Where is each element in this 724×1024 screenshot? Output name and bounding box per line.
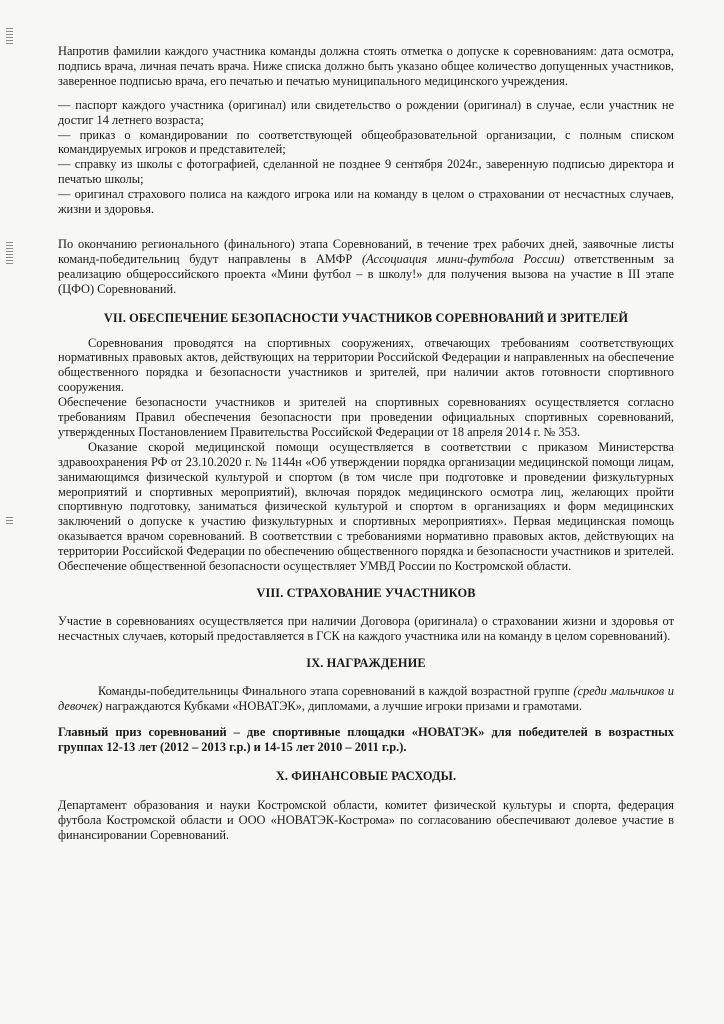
binding-marks-middle (6, 240, 20, 266)
binding-marks-top (6, 26, 20, 46)
regional-stage-text-a: По окончанию регионального (финального) этапа Соревнований, в течение трех рабочих дней, заявочные листы команд-победительниц будут направлены в АМФР (58, 236, 674, 266)
regional-stage-paragraph (58, 237, 674, 297)
section-7-paragraph-2: Обеспечение безопасности участников и зрителей на спортивных соревнованиях осуществляется согласно требованиям Правил обеспечения безопасности при проведении официальных спортивных соревнований, утвержденных Постановлением Правительства Российской Федерации от 18 апреля 2014 г. № 353. (58, 395, 674, 439)
list-item: — справку из школы с фотографией, сделанной не позднее 9 сентября 2024г., заверенную подписью директора и печатью школы; (58, 157, 674, 187)
amfr-expansion: (Ассоциация мини-футбола России) (361, 251, 565, 266)
section-9-heading: IX. НАГРАЖДЕНИЕ (306, 655, 426, 670)
section-7-paragraph-1: Соревнования проводятся на спортивных сооружениях, отвечающих требованиям соответствующих нормативных правовых актов, действующих на территории Российской Федерации и направленных на обеспечение общественного порядка и безопасности участников и зрителей, при наличии актов готовности спортивного сооружения. (58, 335, 674, 395)
section-10-paragraph: Департамент образования и науки Костромской области, комитет физической культуры и спорта, федерация футбола Костромской области и ООО «НОВАТЭК-Кострома» по согласованию обеспечивают долевое участие в финансировании Соревнований. (58, 798, 674, 842)
section-8-heading: VIII. СТРАХОВАНИЕ УЧАСТНИКОВ (256, 586, 476, 600)
binding-marks-lower (6, 515, 20, 526)
section-10-heading: X. ФИНАНСОВЫЕ РАСХОДЫ. (275, 769, 457, 784)
section-7-paragraph-3: Оказание скорой медицинской помощи осуществляется в соответствии с приказом Министерства здравоохранения РФ от 23.10.2020 г. № 1144н «Об утверждении порядка организации медицинской помощи лицам, занимающимся физической культурой и спортом (в том числе при подготовке и проведении физкультурных мероприятий и спортивных мероприятий), включая порядок медицинского осмотра лиц, желающих пройти спортивную подготовку, заниматься физической культурой и спортом в организациях и форм медицинских заключений о допуске к участию физкультурных и спортивных мероприятиях». Первая медицинская помощь оказывается врачом соревнований. В соответствии с требованиями нормативно правовых актов, действующих на территории Российской Федерации по обеспечению общественного порядка и безопасности участников и зрителей. Обеспечение общественной безопасности осуществляет УМВД России по Костромской области. (58, 439, 674, 574)
list-item: — паспорт каждого участника (оригинал) или свидетельство о рождении (оригинал) в случае, если участник не достиг 14 летнего возраста; (58, 97, 674, 127)
section-9-paragraph-1 (58, 684, 674, 714)
intro-paragraph: Напротив фамилии каждого участника команды должна стоять отметка о допуске к соревнованиям: дата осмотра, подпись врача, личная печать врача. Ниже списка должно быть указано общее количество допущенных участников, заверенное подписью врача, его печатью и печатью муниципального медицинского учреждения. (58, 44, 674, 88)
list-item: — приказ о командировании по соответствующей общеобразовательной организации, с полным списком командируемых игроков и представителей; (58, 127, 674, 157)
section-7-heading: VII. ОБЕСПЕЧЕНИЕ БЕЗОПАСНОСТИ УЧАСТНИКОВ СОРЕВНОВАНИЙ И ЗРИТЕЛЕЙ (103, 310, 629, 325)
awards-groups: (среди мальчиков и девочек) (58, 683, 674, 713)
section-8-paragraph: Участие в соревнованиях осуществляется при наличии Договора (оригинала) о страховании жизни и здоровья от несчастных случаев, который предоставляется в ГСК на каждого участника или на команду в целом соревнований). (58, 613, 674, 643)
awards-text-a: Команды-победительницы Финального этапа соревнований в каждой возрастной группе (98, 683, 574, 698)
main-prize-paragraph: Главный приз соревнований – две спортивные площадки «НОВАТЭК» для победителей в возрастных группах 12-13 лет (2012 – 2013 г.р.) и 14-15 лет 2010 – 2011 г.р.). (58, 725, 674, 755)
document-page (58, 44, 674, 843)
list-item: — оригинал страхового полиса на каждого игрока или на команду в целом о страховании от несчастных случаев, жизни и здоровья. (58, 187, 674, 217)
regional-stage-text-b: ответственным за реализацию общероссийского проекта «Мини футбол – в школу!» для получения вызова на участие в III этапе (ЦФО) Соревнований. (58, 251, 675, 296)
awards-text-b: награждаются Кубками «НОВАТЭК», дипломами, а лучшие игроки призами и грамотами. (102, 698, 582, 713)
documents-list (58, 98, 674, 217)
